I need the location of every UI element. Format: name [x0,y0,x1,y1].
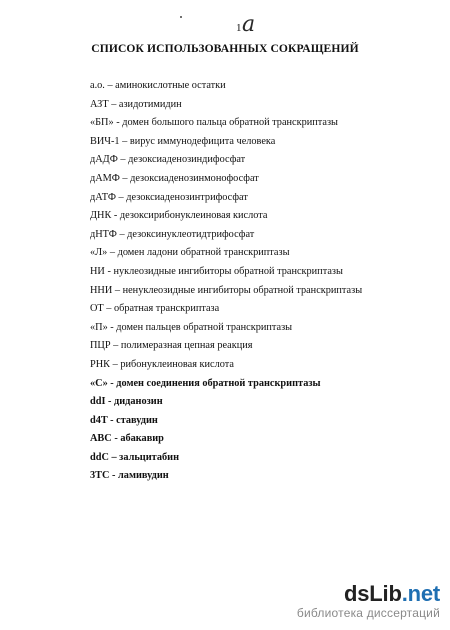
watermark-logo [297,582,440,606]
abbreviation-text: ДНК - дезоксирибонуклеиновая кислота [90,210,268,222]
abbreviation-item [90,80,362,99]
abbreviation-item [90,285,362,304]
abbreviation-item [90,192,362,211]
abbreviation-item [90,154,362,173]
abbreviation-item [90,322,362,341]
abbreviation-item [90,266,362,285]
watermark-brand: dsLib [344,581,402,606]
page-number: 1 [236,22,242,34]
abbreviation-text: ddI - диданозин [90,396,163,408]
abbreviation-text: дАМФ – дезоксиаденозинмонофосфат [90,172,259,184]
abbreviation-text: «С» - домен соединения обратной транскриптазы [90,377,321,389]
abbreviation-item [90,433,362,452]
abbreviation-text: ННИ – ненуклеозидные ингибиторы обратной транскриптазы [90,284,363,296]
abbreviation-item [90,340,362,359]
abbreviation-list [90,80,362,489]
abbreviation-item [90,396,362,415]
abbreviation-text: дАДФ – дезоксиаденозиндифосфат [90,154,246,166]
abbreviation-text: НИ - нуклеозидные ингибиторы обратной транскриптазы [90,265,343,277]
abbreviation-text: «Л» – домен ладони обратной транскриптазы [90,247,290,259]
abbreviation-text: ABC - абакавир [90,433,164,445]
abbreviation-item [90,173,362,192]
abbreviation-item [90,136,362,155]
abbreviation-item [90,99,362,118]
abbreviation-text: 3TC - ламивудин [90,470,169,482]
abbreviation-text: РНК – рибонуклеиновая кислота [90,358,234,370]
site-watermark [297,582,440,620]
scan-speck [180,16,182,18]
abbreviation-text: а.о. – аминокислотные остатки [90,80,226,91]
abbreviation-item [90,359,362,378]
abbreviation-text: дАТФ – дезоксиаденозинтрифосфат [90,191,248,203]
abbreviation-text: d4T - ставудин [90,414,158,426]
abbreviation-text: дНТФ – дезоксинуклеотидтрифосфат [90,228,255,240]
abbreviation-text: ВИЧ-1 – вирус иммунодефицита человека [90,135,276,147]
abbreviation-text: ddC – зальцитабин [90,451,179,463]
abbreviation-text: «П» - домен пальцев обратной транскриптазы [90,321,293,333]
abbreviation-text: ОТ – обратная транскриптаза [90,303,220,315]
abbreviation-item [90,229,362,248]
abbreviation-item [90,210,362,229]
page-title: СПИСОК ИСПОЛЬЗОВАННЫХ СОКРАЩЕНИЙ [91,42,359,55]
handwritten-mark: а [242,12,256,37]
abbreviation-item [90,247,362,266]
abbreviation-text: ПЦР – полимеразная цепная реакция [90,340,253,352]
abbreviation-item [90,303,362,322]
abbreviation-item [90,117,362,136]
watermark-brand-domain: .net [401,581,440,606]
abbreviation-item [90,470,362,489]
abbreviation-item [90,378,362,397]
abbreviation-item [90,452,362,471]
watermark-tagline: библиотека диссертаций [296,606,440,620]
abbreviation-text: АЗТ – азидотимидин [90,98,182,110]
abbreviation-item [90,415,362,434]
abbreviation-text: «БП» - домен большого пальца обратной транскриптазы [90,117,338,129]
